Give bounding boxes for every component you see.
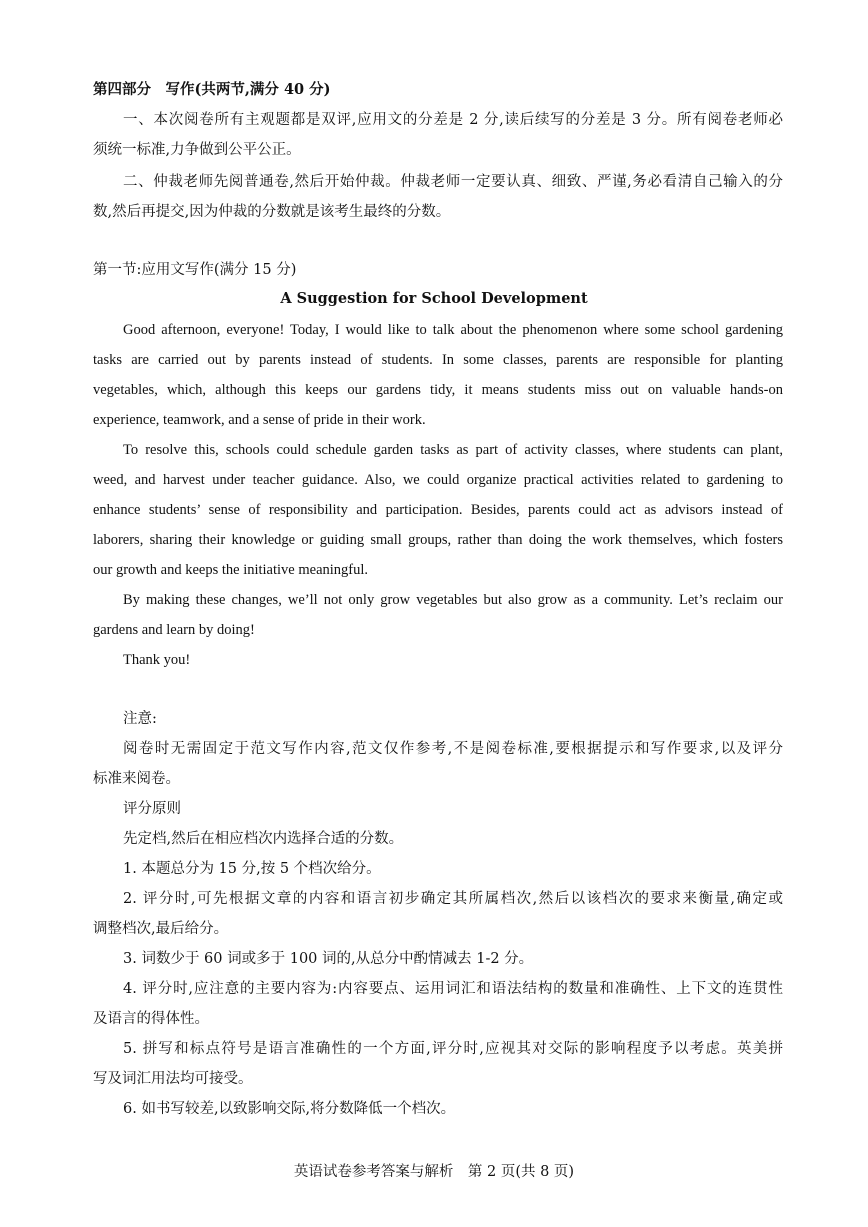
- rule-item: 调整档次,最后给分。: [93, 921, 229, 937]
- part-heading: 第四部分 写作(共两节,满分 40 分): [93, 81, 331, 98]
- rule-item: 5. 拼写和标点符号是语言准确性的一个方面,评分时,应视其对交际的影响程度予以考虑。英美拼: [123, 1041, 783, 1057]
- page-footer: 英语试卷参考答案与解析 第 2 页(共 8 页): [293, 1164, 575, 1180]
- instruction-1-line-2: 须统一标准,力争做到公平公正。: [93, 142, 301, 158]
- rule-item: 3. 词数少于 60 词或多于 100 词的,从总分中酌情减去 1-2 分。: [123, 951, 534, 967]
- essay-line: To resolve this, schools could schedule garden tasks as part of activity classes, where students can plant,: [123, 442, 783, 458]
- rule-item: 及语言的得体性。: [93, 1011, 209, 1027]
- essay-line: experience, teamwork, and a sense of pride in their work.: [93, 412, 426, 428]
- essay-line: gardens and learn by doing!: [93, 622, 255, 638]
- instruction-1-line-1: 一、本次阅卷所有主观题都是双评,应用文的分差是 2 分,读后续写的分差是 3 分。所有阅卷老师必: [123, 112, 783, 128]
- scoring-principle-text: 先定档,然后在相应档次内选择合适的分数。: [123, 831, 404, 847]
- essay-line: Thank you!: [123, 652, 191, 668]
- section-heading: 第一节:应用文写作(满分 15 分): [93, 262, 297, 278]
- essay-line: vegetables, which, although this keeps our gardens tidy, it means students miss out on valuable hands-on: [93, 382, 783, 398]
- notes-label: 注意:: [123, 711, 157, 727]
- rule-item: 写及词汇用法均可接受。: [93, 1071, 253, 1087]
- instruction-2-line-2: 数,然后再提交,因为仲裁的分数就是该考生最终的分数。: [93, 204, 451, 220]
- note-line: 阅卷时无需固定于范文写作内容,范文仅作参考,不是阅卷标准,要根据提示和写作要求,以及评分: [123, 741, 783, 757]
- instruction-2-line-1: 二、仲裁老师先阅普通卷,然后开始仲裁。仲裁老师一定要认真、细致、严谨,务必看清自己输入的分: [123, 174, 783, 190]
- rule-item: 1. 本题总分为 15 分,按 5 个档次给分。: [123, 861, 381, 877]
- essay-line: our growth and keeps the initiative meaningful.: [93, 562, 369, 578]
- essay-line: laborers, sharing their knowledge or guiding small groups, rather than doing the work themselves, which fosters: [93, 532, 783, 548]
- essay-line: tasks are carried out by parents instead of students. In some classes, parents are responsible for planting: [93, 352, 783, 368]
- essay-title: A Suggestion for School Development: [280, 290, 588, 307]
- rule-item: 4. 评分时,应注意的主要内容为:内容要点、运用词汇和语法结构的数量和准确性、上下文的连贯性: [123, 981, 783, 997]
- scoring-principle-heading: 评分原则: [123, 801, 181, 817]
- essay-line: enhance students’ sense of responsibility and participation. Besides, parents could act as advisors instead of: [93, 502, 783, 518]
- essay-line: By making these changes, we’ll not only grow vegetables but also grow as a community. Let’s reclaim our: [123, 592, 783, 608]
- rule-item: 2. 评分时,可先根据文章的内容和语言初步确定其所属档次,然后以该档次的要求来衡量,确定或: [123, 891, 783, 907]
- essay-line: weed, and harvest under teacher guidance. Also, we could organize practical activities related to gardening to: [93, 472, 783, 488]
- rule-item: 6. 如书写较差,以致影响交际,将分数降低一个档次。: [123, 1101, 456, 1117]
- essay-line: Good afternoon, everyone! Today, I would like to talk about the phenomenon where some school gardening: [123, 322, 783, 338]
- note-line: 标准来阅卷。: [93, 771, 180, 787]
